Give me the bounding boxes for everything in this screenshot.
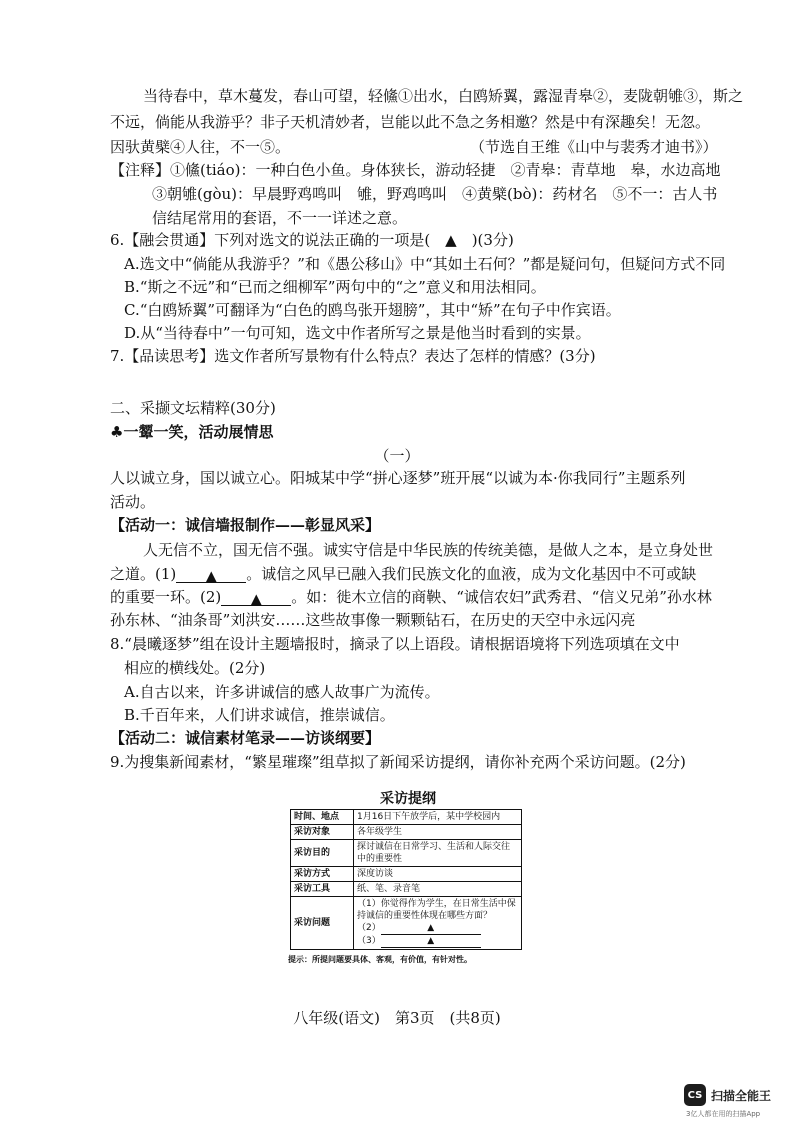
question-6-option-a: A.选文中“倘能从我游乎？”和《愚公移山》中“其如土石何？”都是疑问句，但疑问方式不同 xyxy=(124,255,726,273)
table-hint: 提示：所提问题要具体、客观，有价值，有针对性。 xyxy=(288,955,472,964)
row-value: 深度访谈 xyxy=(354,867,522,882)
row-value: 1月16日下午放学后，某中学校园内 xyxy=(354,810,522,825)
section-2-subheading: ♣一颦一笑，活动展情思 xyxy=(110,423,274,441)
table-row xyxy=(291,840,522,867)
paragraph-line-2-end: 。诚信之风早已融入我们民族文化的血液，成为文化基因中不可或缺 xyxy=(246,565,697,583)
table-title: 采访提纲 xyxy=(380,791,436,807)
interview-outline xyxy=(288,789,528,965)
interview-question-3 xyxy=(357,935,518,948)
question-2-label: （2） xyxy=(357,923,381,933)
scanner-watermark xyxy=(684,1084,771,1106)
table-row xyxy=(291,825,522,840)
interview-question-2 xyxy=(357,922,518,935)
blank-1: ▲ xyxy=(176,566,246,583)
question-6-option-b: B.“斯之不远”和“已而之细柳军”两句中的“之”意义和用法相同。 xyxy=(124,278,546,296)
paragraph-line-2-start: 之道。(1) xyxy=(110,565,177,583)
question-8-option-a: A.自古以来，许多讲诚信的感人故事广为流传。 xyxy=(124,683,440,701)
section-2-heading: 二、采撷文坛精粹(30分) xyxy=(110,399,276,417)
table-row xyxy=(291,810,522,825)
activity-1-title: 【活动一：诚信墙报制作——彰显风采】 xyxy=(110,516,381,534)
blank-2: ▲ xyxy=(221,589,291,606)
row-value: 探讨诚信在日常学习、生活和人际交往中的重要性 xyxy=(354,840,522,867)
row-key: 采访问题 xyxy=(291,897,354,950)
notes-line-2: ③朝雊(gòu)：早晨野鸡鸣叫 雊，野鸡鸣叫 ④黄檗(bò)：药材名 ⑤不一：古人书 xyxy=(152,185,718,203)
question-8-line-2: 相应的横线处。(2分) xyxy=(124,659,266,677)
row-key: 采访目的 xyxy=(291,840,354,867)
activity-2-title: 【活动二：诚信素材笔录——访谈纲要】 xyxy=(110,729,381,747)
paragraph-line-3 xyxy=(110,587,712,607)
passage-line-2: 不远，倘能从我游乎？非子天机清妙者，岂能以此不急之务相邀？然是中有深趣矣！无忽。 xyxy=(110,113,711,131)
row-key: 采访工具 xyxy=(291,882,354,897)
interview-table xyxy=(290,809,522,950)
row-key: 采访方式 xyxy=(291,867,354,882)
passage-line-1: 当待春中，草木蔓发，春山可望，轻鯈①出水，白鸥矫翼，露湿青皋②，麦陇朝雊③，斯之 xyxy=(143,87,744,105)
paragraph-line-3-end: 。如：徙木立信的商鞅、“诚信农妇”武秀君、“信义兄弟”孙水林 xyxy=(291,588,712,606)
passage-source: （节选自王维《山中与裴秀才迪书》） xyxy=(470,138,718,156)
intro-line-1: 人以诚立身，国以诚立心。阳城某中学“拼心逐梦”班开展“以诚为本·你我同行”主题系列 xyxy=(110,469,686,487)
brand-name: 扫描全能王 xyxy=(711,1088,772,1103)
question-9: 9.为搜集新闻素材，“繁星璀璨”组草拟了新闻采访提纲，请你补充两个采访问题。(2分) xyxy=(110,753,686,771)
row-key: 采访对象 xyxy=(291,825,354,840)
notes-line-3: 信结尾常用的套语，不一一详述之意。 xyxy=(152,209,408,227)
table-row xyxy=(291,867,522,882)
camscanner-logo-icon: CS xyxy=(684,1084,706,1106)
paragraph-line-1: 人无信不立，国无信不强。诚实守信是中华民族的传统美德，是做人之本，是立身处世 xyxy=(143,541,714,559)
answer-blank-3: ▲ xyxy=(381,935,481,948)
question-6-option-c: C.“白鸥矫翼”可翻译为“白色的鸥鸟张开翅膀”，其中“矫”在句子中作宾语。 xyxy=(124,301,621,319)
question-6-option-d: D.从“当待春中”一句可知，选文中作者所写之景是他当时看到的实景。 xyxy=(124,324,591,342)
row-value: 纸、笔、录音笔 xyxy=(354,882,522,897)
paragraph-line-3-start: 的重要一环。(2) xyxy=(110,588,222,606)
interview-question-1: （1）你觉得作为学生，在日常生活中保持诚信的重要性体现在哪些方面？ xyxy=(357,899,516,921)
answer-blank-2: ▲ xyxy=(381,922,481,935)
table-row xyxy=(291,882,522,897)
notes-line-1: 【注释】①鯈(tiáo)：一种白色小鱼。身体狭长，游动轻捷 ②青皋：青草地 皋，水边高地 xyxy=(110,161,721,179)
passage-line-3: 因驮黄檗④人往，不一⑤。 xyxy=(110,138,291,156)
question-7: 7.【品读思考】选文作者所写景物有什么特点？表达了怎样的情感？(3分) xyxy=(110,347,596,365)
brand-tagline: 3亿人都在用的扫描App xyxy=(686,1110,761,1118)
row-key: 时间、地点 xyxy=(291,810,354,825)
intro-line-2: 活动。 xyxy=(110,493,156,511)
row-value: 各年级学生 xyxy=(354,825,522,840)
table-row xyxy=(291,897,522,950)
paragraph-line-2 xyxy=(110,564,696,584)
part-number: （一） xyxy=(374,447,420,465)
question-8-line-1: 8.“晨曦逐梦”组在设计主题墙报时，摘录了以上语段。请根据语境将下列选项填在文中 xyxy=(110,635,680,653)
question-8-option-b: B.千百年来，人们讲求诚信，推崇诚信。 xyxy=(124,706,395,724)
question-6-stem: 6.【融会贯通】下列对选文的说法正确的一项是( ▲ )(3分) xyxy=(110,231,514,249)
paragraph-line-4: 孙东林、“油条哥”刘洪安……这些故事像一颗颗钻石，在历史的天空中永远闪亮 xyxy=(110,611,636,629)
page-footer: 八年级(语文) 第3页 (共8页) xyxy=(293,1009,501,1027)
interview-questions xyxy=(354,897,522,950)
question-3-label: （3） xyxy=(357,936,381,946)
